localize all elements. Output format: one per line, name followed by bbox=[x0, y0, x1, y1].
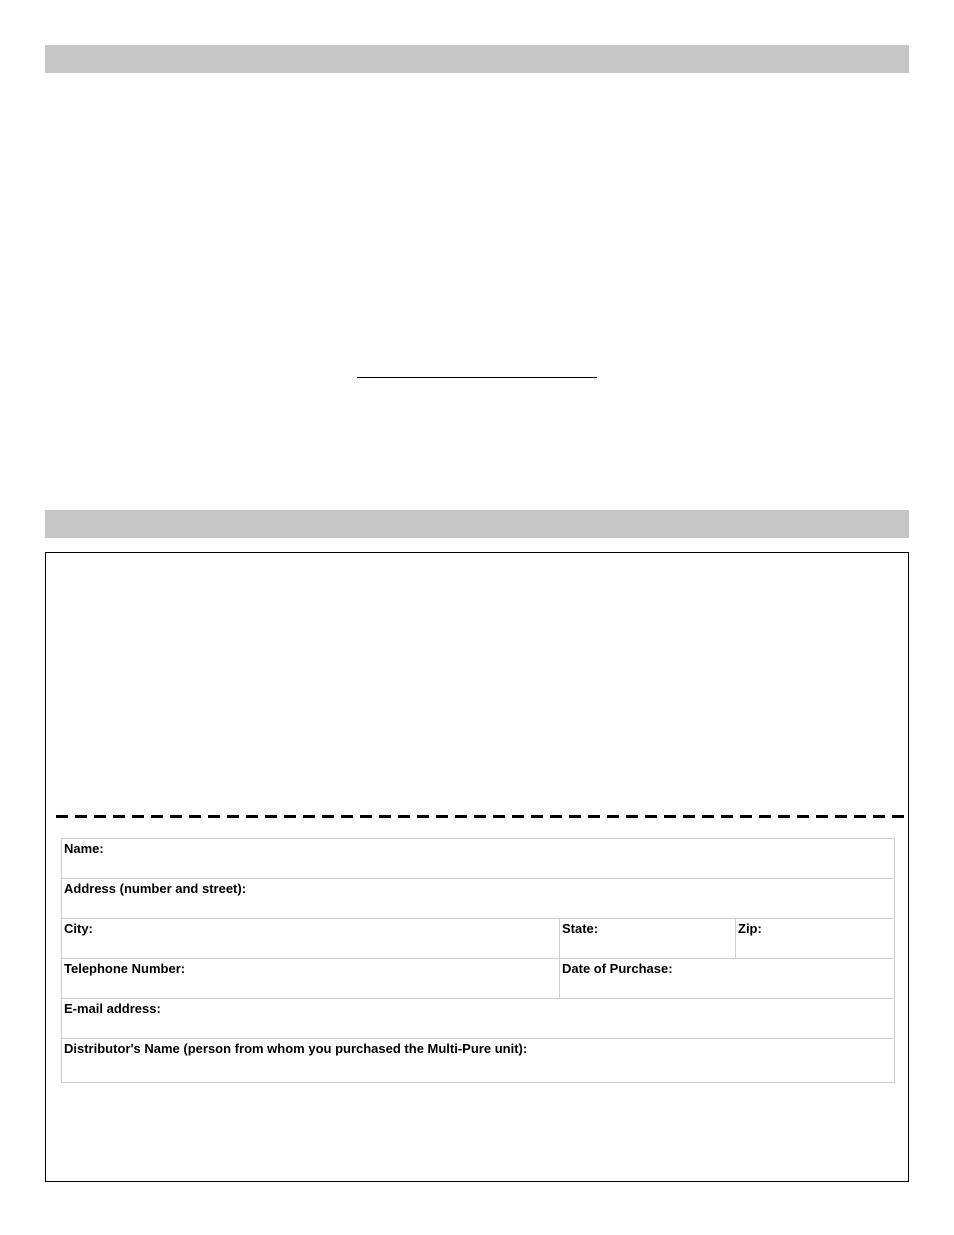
zip-label: Zip: bbox=[738, 921, 762, 936]
date-of-purchase-field[interactable] bbox=[560, 959, 895, 999]
registration-form bbox=[61, 838, 895, 1083]
city-label: City: bbox=[64, 921, 93, 936]
email-field[interactable] bbox=[62, 999, 895, 1039]
address-field[interactable] bbox=[62, 879, 895, 919]
name-label: Name: bbox=[64, 841, 104, 856]
name-field[interactable] bbox=[62, 839, 895, 879]
telephone-label: Telephone Number: bbox=[64, 961, 186, 976]
zip-field[interactable] bbox=[736, 919, 895, 959]
distributor-name-label: Distributor's Name (person from whom you purchased the Multi-Pure unit): bbox=[64, 1041, 528, 1056]
address-label: Address (number and street): bbox=[64, 881, 247, 896]
state-label: State: bbox=[562, 921, 599, 936]
date-of-purchase-label: Date of Purchase: bbox=[562, 961, 673, 976]
section-header-band-top bbox=[45, 45, 909, 73]
cut-here-dashed-line bbox=[56, 815, 904, 818]
state-field[interactable] bbox=[560, 919, 736, 959]
telephone-field[interactable] bbox=[62, 959, 560, 999]
email-label: E-mail address: bbox=[64, 1001, 161, 1016]
section-header-band-middle bbox=[45, 510, 909, 538]
signature-line bbox=[357, 377, 597, 378]
city-field[interactable] bbox=[62, 919, 560, 959]
distributor-name-field[interactable] bbox=[62, 1039, 895, 1083]
